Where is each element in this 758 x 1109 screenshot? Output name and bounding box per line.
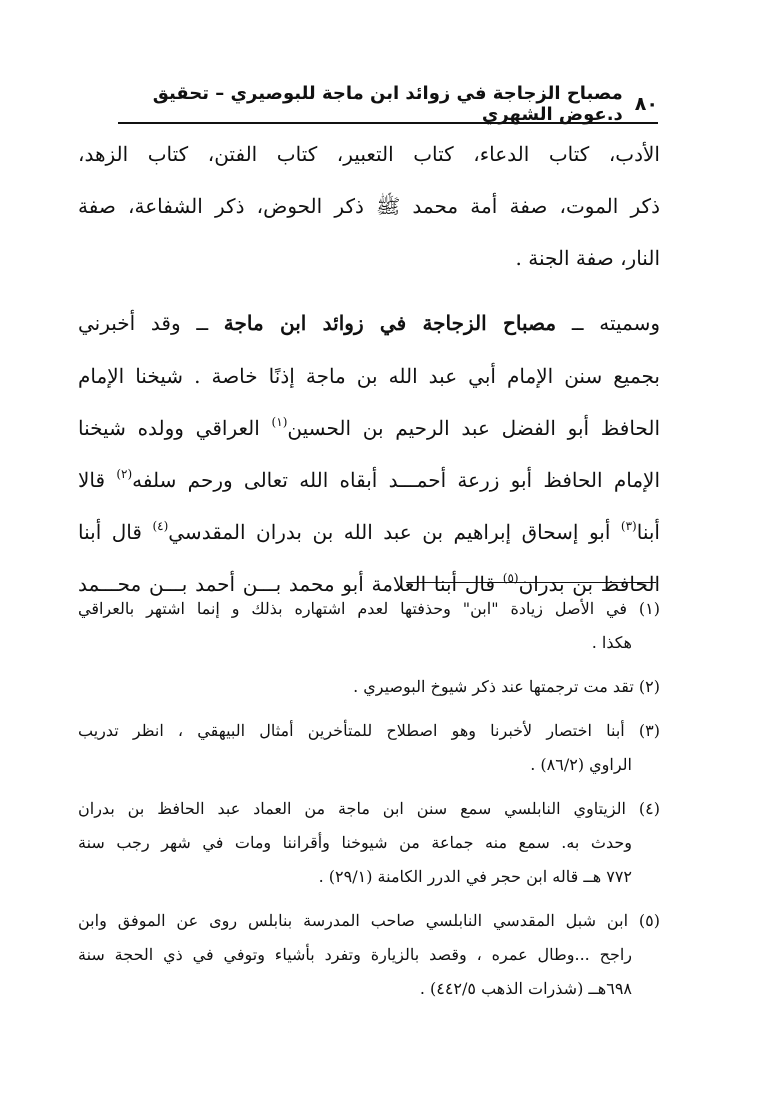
footnote-ref-3[interactable]: (٣) [620, 519, 637, 533]
page-number: ٨٠ [634, 93, 658, 115]
footnote-ref-4[interactable]: (٤) [152, 519, 169, 533]
body-text: الحافظ بن بدران [518, 572, 660, 596]
footnote-4: (٤) الزيتاوي النابلسي سمع سنن ابن ماجة من العماد عبد الحافظ بن بدران [78, 799, 660, 818]
running-title: مصباح الزجاجة في زوائد ابن ماجة للبوصيري – تحقيق د.عوض الشهري [152, 83, 623, 125]
footnote-1-cont: هكذا . [591, 633, 632, 652]
body-line [78, 402, 660, 454]
body-text: أبنا [636, 520, 660, 544]
main-text [78, 128, 660, 610]
body-line: بجميع سنن الإمام أبي عبد الله بن ماجة إذنًا خاصة . شيخنا الإمام [78, 364, 660, 388]
footnote-4-cont: ٧٧٢ هــ قاله ابن حجر في الدرر الكامنة (٢٩/١) . [318, 867, 632, 886]
footnote-4-cont: وحدث به. سمع منه جماعة من شيوخنا وأقراننا ومات في شهر رجب سنة [78, 833, 632, 852]
body-text: ــ وقد أخبرني [78, 311, 209, 335]
body-line [78, 454, 660, 506]
body-line: ذكر الموت، صفة أمة محمد ﷺ ذكر الحوض، ذكر الشفاعة، صفة [78, 194, 660, 218]
footnote-1: (١) في الأصل زيادة "ابن" وحذفتها لعدم اشتهاره بذلك و إنما اشتهر بالعراقي [78, 599, 660, 618]
footnote-5-cont: ٦٩٨هــ (شذرات الذهب ٤٤٢/٥) . [419, 979, 632, 998]
footnote-separator [406, 582, 656, 583]
footnote-5: (٥) ابن شبل المقدسي النابلسي صاحب المدرسة بنابلس روى عن الموفق وابن [78, 911, 660, 930]
body-text: قال أبنا العلامة أبو محمد بـــن أحمد بـــن محـــمد [78, 572, 496, 596]
body-line-book-title [78, 296, 660, 350]
footnotes [78, 592, 660, 1006]
body-line: الأدب، كتاب الدعاء، كتاب التعبير، كتاب الفتن، كتاب الزهد، [78, 142, 660, 166]
body-text: قال أبنا [78, 520, 142, 544]
book-title: مصباح الزجاجة في زوائد ابن ماجة [223, 311, 557, 335]
body-text: الحافظ أبو الفضل عبد الرحيم بن الحسين [287, 416, 660, 440]
body-text: أبو إسحاق إبراهيم بن عبد الله بن بدران المقدسي [168, 520, 611, 544]
footnote-2: (٢) تقد مت ترجمتها عند ذكر شيوخ البوصيري . [353, 677, 660, 696]
footnote-3: (٣) أبنا اختصار لأخبرنا وهو اصطلاح للمتأخرين أمثال البيهقي ، انظر تدريب [78, 721, 660, 740]
footnote-3-cont: الراوي (٨٦/٢) . [530, 755, 632, 774]
body-text: الإمام الحافظ أبو زرعة أحمـــد أبقاه الله تعالى ورحم سلفه [132, 468, 660, 492]
footnote-ref-5[interactable]: (٥) [502, 571, 519, 585]
body-text: وسميته ــ [571, 311, 660, 335]
body-line: النار، صفة الجنة . [515, 246, 660, 270]
running-header [118, 83, 658, 125]
footnote-ref-1[interactable]: (١) [271, 415, 288, 429]
body-text: العراقي وولده شيخنا [78, 416, 260, 440]
body-text: قالا [78, 468, 106, 492]
footnote-5-cont: راجح ...وطال عمره ، وقصد بالزيارة وتفرد بأشياء وتوفي في ذي الحجة سنة [78, 945, 632, 964]
body-line [78, 506, 660, 558]
footnote-ref-2[interactable]: (٢) [116, 467, 133, 481]
